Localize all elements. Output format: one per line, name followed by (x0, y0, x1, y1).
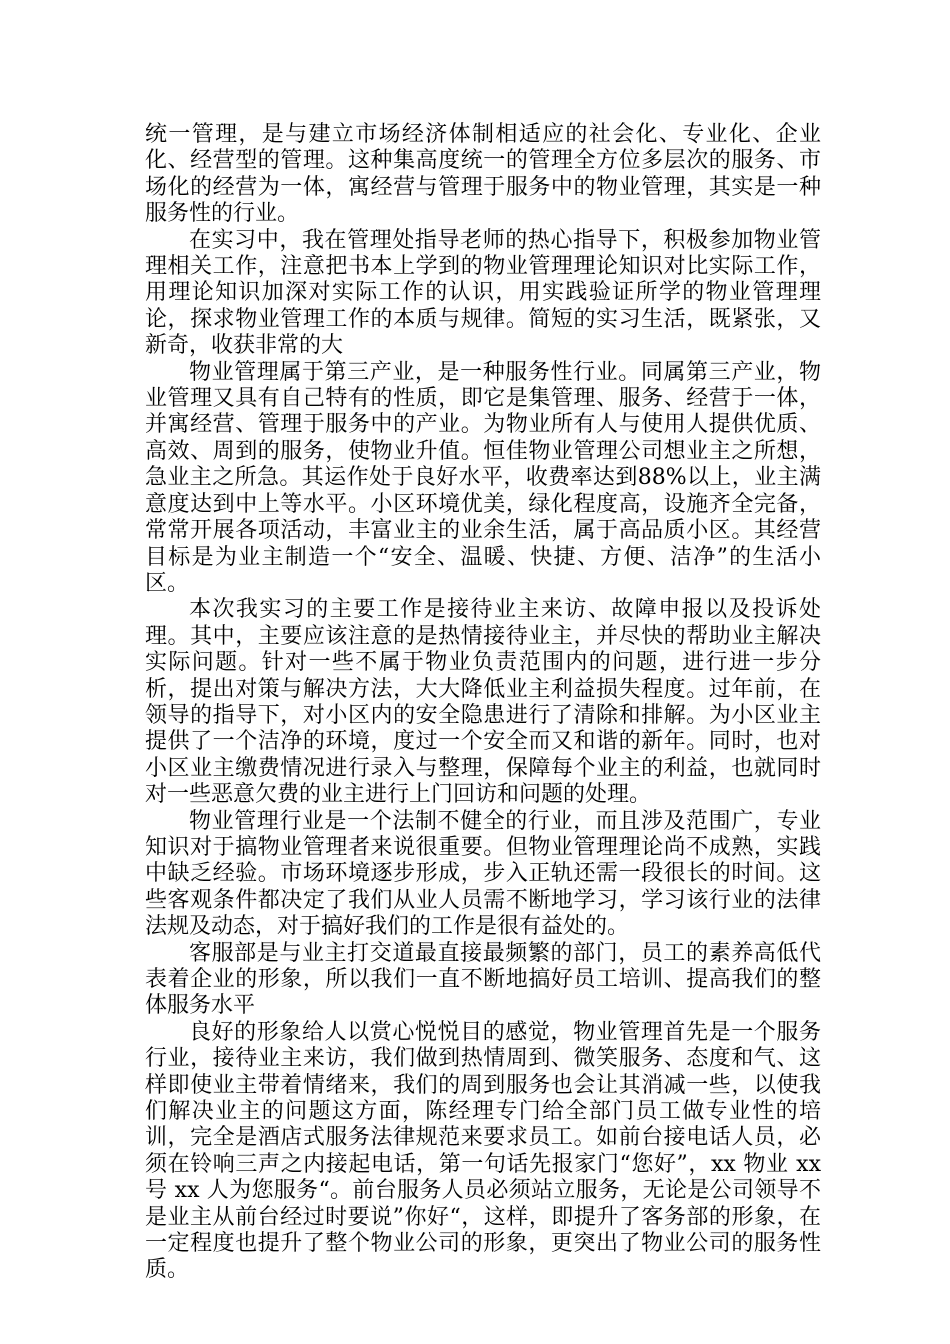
paragraph-service-image: 良好的形象给人以赏心悦悦目的感觉，物业管理首先是一个服务行业，接待业主来访，我们做到热情周到、微笑服务、态度和气、这样即使业主带着情绪来，我们的周到服务也会让其消减一些，以使我们解决业主的问题这方面，陈经理专门给全部门员工做专业性的培训，完全是酒店式服务法律规范来要求员工。如前台接电话人员，必须在铃响三声之内接起电话，第一句话先报家门“您好”，xx 物业 xx 号 xx 人为您服务“。前台服务人员必须站立服务，无论是公司领导不是业主从前台经过时要说”你好“，这样，即提升了客务部的形象，在一定程度也提升了整个物业公司的形象，更突出了物业公司的服务性质。 (145, 1019, 821, 1283)
document-body (145, 122, 821, 1284)
paragraph-continuation: 统一管理，是与建立市场经济体制相适应的社会化、专业化、企业化、经营型的管理。这种集高度统一的管理全方位多层次的服务、市场化的经营为一体，寓经营与管理于服务中的物业管理，其实是一种服务性的行业。 (145, 122, 821, 227)
paragraph-internship-overview: 在实习中，我在管理处指导老师的热心指导下，积极参加物业管理相关工作，注意把书本上学到的物业管理理论知识对比实际工作，用理论知识加深对实际工作的认识，用实践验证所学的物业管理理论，探求物业管理工作的本质与规律。简短的实习生活，既紧张，又新奇，收获非常的大 (145, 227, 821, 359)
paragraph-customer-service: 客服部是与业主打交道最直接最频繁的部门，员工的素养高低代表着企业的形象，所以我们一直不断地搞好员工培训、提高我们的整体服务水平 (145, 940, 821, 1019)
paragraph-property-industry: 物业管理属于第三产业，是一种服务性行业。同属第三产业，物业管理又具有自己特有的性质，即它是集管理、服务、经营于一体，并寓经营、管理于服务中的产业。为物业所有人与使用人提供优质、高效、周到的服务，使物业升值。恒佳物业管理公司想业主之所想，急业主之所急。其运作处于良好水平，收费率达到88%以上，业主满意度达到中上等水平。小区环境优美，绿化程度高，设施齐全完备，常常开展各项活动，丰富业主的业余生活，属于高品质小区。其经营目标是为业主制造一个“安全、温暖、快捷、方便、洁净”的生活小区。 (145, 359, 821, 596)
paragraph-main-work: 本次我实习的主要工作是接待业主来访、故障申报以及投诉处理。其中，主要应该注意的是热情接待业主，并尽快的帮助业主解决实际问题。针对一些不属于物业负责范围内的问题，进行进一步分析，提出对策与解决方法，大大降低业主利益损失程度。过年前，在领导的指导下，对小区内的安全隐患进行了清除和排解。为小区业主提供了一个洁净的环境，度过一个安全而又和谐的新年。同时，也对小区业主缴费情况进行录入与整理，保障每个业主的利益，也就同时对一些恶意欠费的业主进行上门回访和问题的处理。 (145, 597, 821, 808)
paragraph-industry-challenges: 物业管理行业是一个法制不健全的行业，而且涉及范围广，专业知识对于搞物业管理者来说很重要。但物业管理理论尚不成熟，实践中缺乏经验。市场环境逐步形成，步入正轨还需一段很长的时间。这些客观条件都决定了我们从业人员需不断地学习，学习该行业的法律法规及动态，对于搞好我们的工作是很有益处的。 (145, 808, 821, 940)
